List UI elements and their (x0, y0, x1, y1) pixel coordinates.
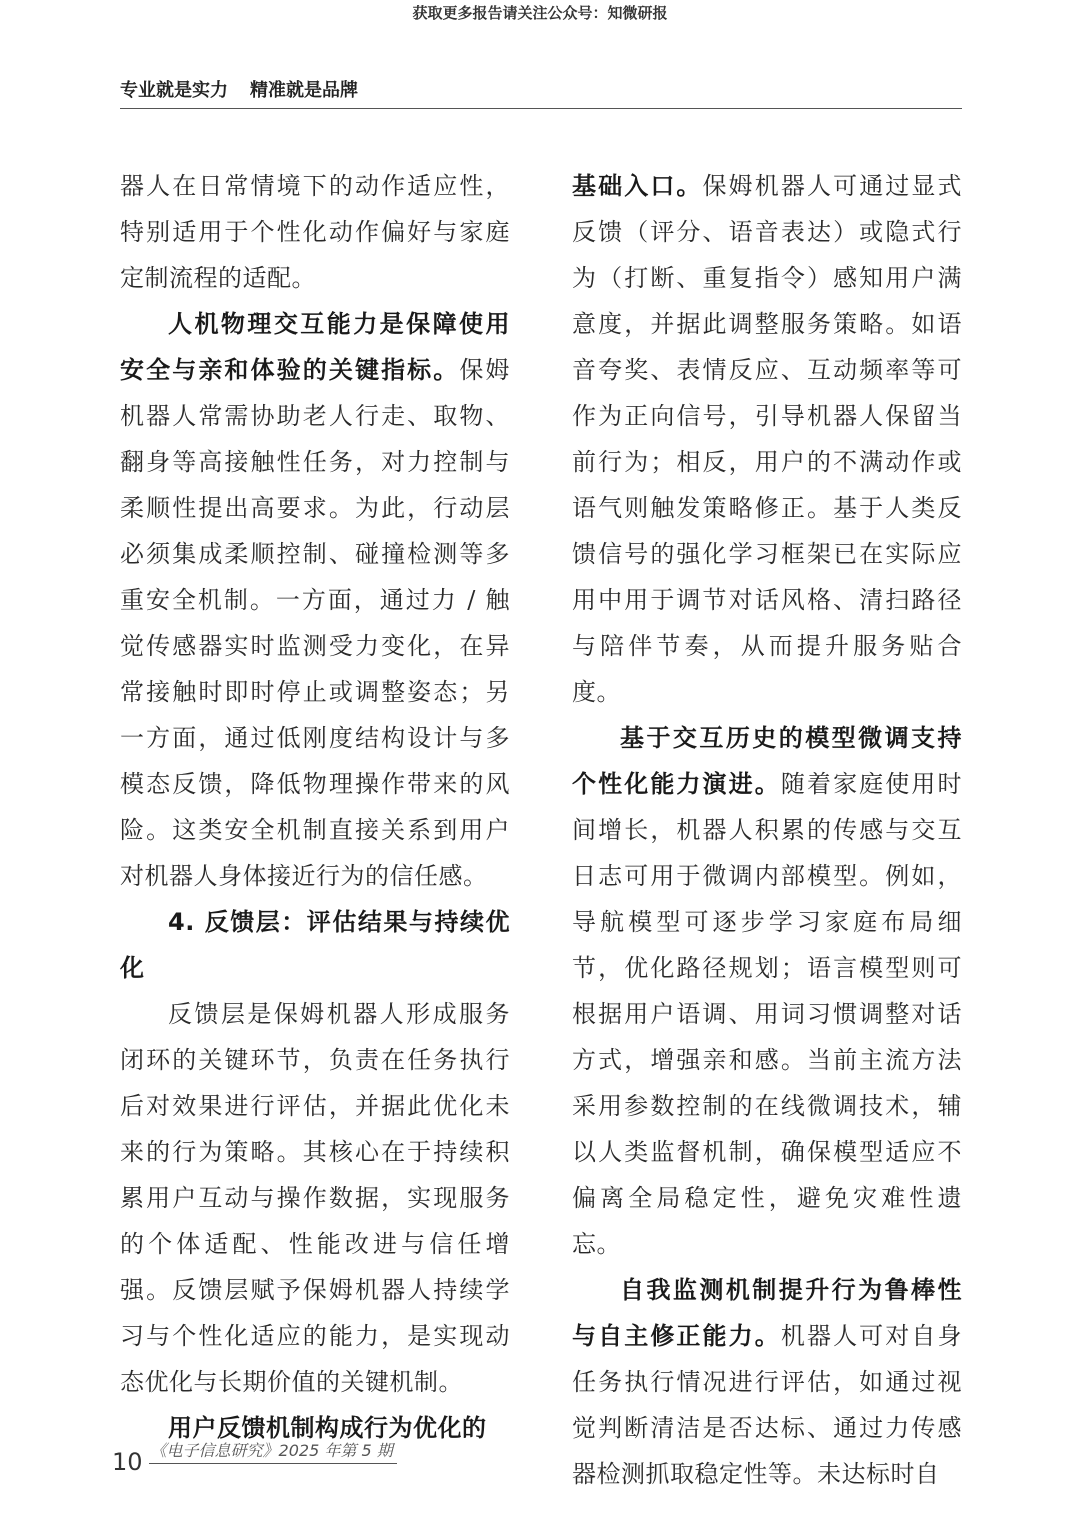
right-paragraph-3-body: 机器人可对自身任务执行情况进行评估，如通过视觉判断清洁是否达标、通过力传感器检测抓取稳定性等。未达标时自 (572, 1322, 963, 1488)
right-paragraph-1-lead: 基础入口。 (572, 172, 703, 200)
page-footer (112, 1436, 397, 1476)
right-paragraph-2-body: 随着家庭使用时间增长，机器人积累的传感与交互日志可用于微调内部模型。例如，导航模型可逐步学习家庭布局细节，优化路径规划；语言模型则可根据用户语调、用词习惯调整对话方式，增强亲和感。当前主流方法采用参数控制的在线微调技术，辅以人类监督机制，确保模型适应不偏离全局稳定性，避免灾难性遗忘。 (572, 770, 963, 1258)
page-header (120, 76, 962, 109)
right-paragraph-2-lead: 基于交互历史的模型微调支持个性化能力演进。 (572, 724, 962, 798)
left-paragraph-2-lead: 人机物理交互能力是保障使用安全与亲和体验的关键指标。 (120, 310, 510, 384)
right-paragraph-2 (572, 715, 962, 1267)
right-paragraph-3-lead: 自我监测机制提升行为鲁棒性与自主修正能力。 (572, 1276, 962, 1350)
header-slogan-2: 精准就是品牌 (250, 80, 358, 101)
section-heading-text: 4. 反馈层：评估结果与持续优化 (120, 908, 510, 982)
top-banner: 获取更多报告请关注公众号：知微研报 (412, 4, 668, 22)
right-paragraph-1-body: 保姆机器人可通过显式反馈（评分、语音表达）或隐式行为（打断、重复指令）感知用户满意度，并据此调整服务策略。如语音夸奖、表情反应、互动频率等可作为正向信号，引导机器人保留当前行为；相反，用户的不满动作或语气则触发策略修正。基于人类反馈信号的强化学习框架已在实际应用中用于调节对话风格、清扫路径与陪伴节奏，从而提升服务贴合度。 (572, 172, 963, 706)
left-paragraph-4-lead: 用户反馈机制构成行为优化的 (168, 1414, 487, 1442)
header-slogan-1: 专业就是实力 (120, 80, 228, 101)
page-number: 10 (112, 1448, 143, 1476)
left-paragraph-1: 器人在日常情境下的动作适应性，特别适用于个性化动作偏好与家庭定制流程的适配。 (120, 172, 510, 292)
right-column (572, 163, 962, 1497)
left-paragraph-2-body: 保姆机器人常需协助老人行走、取物、翻身等高接触性任务，对力控制与柔顺性提出高要求。为此，行动层必须集成柔顺控制、碰撞检测等多重安全机制。一方面，通过力 / 触觉传感器实时监测受力变化，在异常接触时即时停止或调整姿态；另一方面，通过低刚度结构设计与多模态反馈，降低物理操作带来的风险。这类安全机制直接关系到用户对机器人身体接近行为的信任感。 (120, 356, 511, 890)
journal-citation: 《电子信息研究》2025 年第 5 期 (149, 1441, 397, 1464)
left-column (120, 163, 510, 1451)
section-heading (120, 899, 510, 991)
right-paragraph-3 (572, 1267, 962, 1497)
right-paragraph-1 (572, 163, 962, 715)
left-paragraph-2 (120, 301, 510, 899)
left-paragraph-3: 反馈层是保姆机器人形成服务闭环的关键环节，负责在任务执行后对效果进行评估，并据此优化未来的行为策略。其核心在于持续积累用户互动与操作数据，实现服务的个体适配、性能改进与信任增强。反馈层赋予保姆机器人持续学习与个性化适应的能力，是实现动态优化与长期价值的关键机制。 (120, 1000, 510, 1396)
